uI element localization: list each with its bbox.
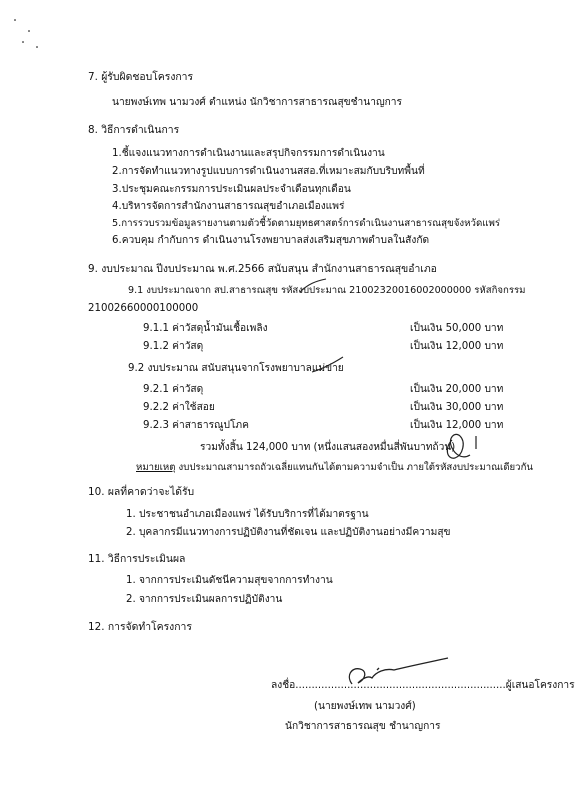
evaluation-item: 2. จากการประเมินผลการปฏิบัติงาน	[126, 594, 283, 605]
note-label: หมายเหตุ	[136, 462, 176, 473]
budget-9-1-activity-code: 21002660000100000	[88, 303, 199, 314]
section-12-heading: 12. การจัดทำโครงการ	[88, 621, 192, 633]
section-9-heading: 9. งบประมาณ ปีงบประมาณ พ.ศ.2566 สนับสนุน สำนักงานสาธารณสุขอำเภอ	[88, 263, 437, 275]
signer-position: นักวิชาการสาธารณสุข ชำนาญการ	[285, 721, 441, 732]
budget-9-1-line: 9.1 งบประมาณจาก สป.สาธารณสุข รหัสงบประมาณ 21002320016002000000 รหัสกิจกรรม	[128, 285, 526, 296]
expected-result-item: 1. ประชาชนอำเภอเมืองแพร่ ได้รับบริการที่ได้มาตรฐาน	[126, 509, 369, 520]
budget-item-amount: เป็นเงิน 12,000 บาท	[410, 420, 504, 431]
note-text: งบประมาณสามารถถัวเฉลี่ยแทนกันได้ตามความจำเป็น ภายใต้รหัสงบประมาณเดียวกัน	[175, 462, 533, 473]
responsible-person: นายพงษ์เทพ นามวงศ์ ตำแหน่ง นักวิชาการสาธารณสุขชำนาญการ	[112, 97, 402, 108]
budget-item-amount: เป็นเงิน 12,000 บาท	[410, 341, 504, 352]
budget-item-label: 9.1.1 ค่าวัสดุน้ำมันเชื้อเพลิง	[143, 323, 268, 334]
budget-item-label: 9.2.3 ค่าสาธารณูปโภค	[143, 420, 249, 431]
signature-line: ลงชื่อ.................................................................ผู้เสนอโครงการ	[271, 680, 575, 691]
scan-speck	[36, 46, 38, 48]
scan-speck	[14, 19, 16, 21]
section-7-heading: 7. ผู้รับผิดชอบโครงการ	[88, 71, 194, 83]
section-8-heading: 8. วิธีการดำเนินการ	[88, 124, 180, 136]
scan-speck	[22, 41, 24, 43]
budget-item-label: 9.1.2 ค่าวัสดุ	[143, 341, 204, 352]
method-item: 4.บริหารจัดการสำนักงานสาธารณสุขอำเภอเมืองแพร่	[112, 201, 345, 212]
section-10-heading: 10. ผลที่คาดว่าจะได้รับ	[88, 486, 195, 498]
method-item: 5.การรวบรวมข้อมูลรายงานตามตัวชี้วัดตามยุทธศาสตร์การดำเนินงานสาธารณสุขจังหวัดแพร่	[112, 218, 501, 229]
method-item: 1.ชี้แจงแนวทางการดำเนินงานและสรุปกิจกรรมการดำเนินงาน	[112, 148, 385, 159]
method-item: 2.การจัดทำแนวทางรูปแบบการดำเนินงานสสอ.ที่เหมาะสมกับบริบทพื้นที่	[112, 166, 425, 177]
budget-item-amount: เป็นเงิน 20,000 บาท	[410, 384, 504, 395]
budget-item-amount: เป็นเงิน 50,000 บาท	[410, 323, 504, 334]
scan-speck	[28, 30, 30, 32]
budget-item-amount: เป็นเงิน 30,000 บาท	[410, 402, 504, 413]
expected-result-item: 2. บุคลากรมีแนวทางการปฏิบัติงานที่ชัดเจน และปฏิบัติงานอย่างมีความสุข	[126, 527, 451, 538]
evaluation-item: 1. จากการประเมินดัชนีความสุขจากการทำงาน	[126, 575, 333, 586]
section-11-heading: 11. วิธีการประเมินผล	[88, 553, 186, 565]
budget-note	[136, 461, 533, 474]
budget-item-label: 9.2.2 ค่าใช้สอย	[143, 402, 215, 413]
budget-total: รวมทั้งสิ้น 124,000 บาท (หนึ่งแสนสองหมื่นสี่พันบาทถ้วน)	[200, 442, 456, 453]
method-item: 6.ควบคุม กำกับการ ดำเนินงานโรงพยาบาลส่งเสริมสุขภาพตำบลในสังกัด	[112, 235, 430, 246]
handwritten-signature-dot	[377, 668, 379, 670]
signer-name: (นายพงษ์เทพ นามวงศ์)	[314, 701, 416, 712]
method-item: 3.ประชุมคณะกรรมการประเมินผลประจำเดือนทุกเดือน	[112, 184, 351, 195]
budget-9-2-heading: 9.2 งบประมาณ สนับสนุนจากโรงพยาบาลแม่ข่าย	[128, 363, 344, 374]
budget-item-label: 9.2.1 ค่าวัสดุ	[143, 384, 204, 395]
